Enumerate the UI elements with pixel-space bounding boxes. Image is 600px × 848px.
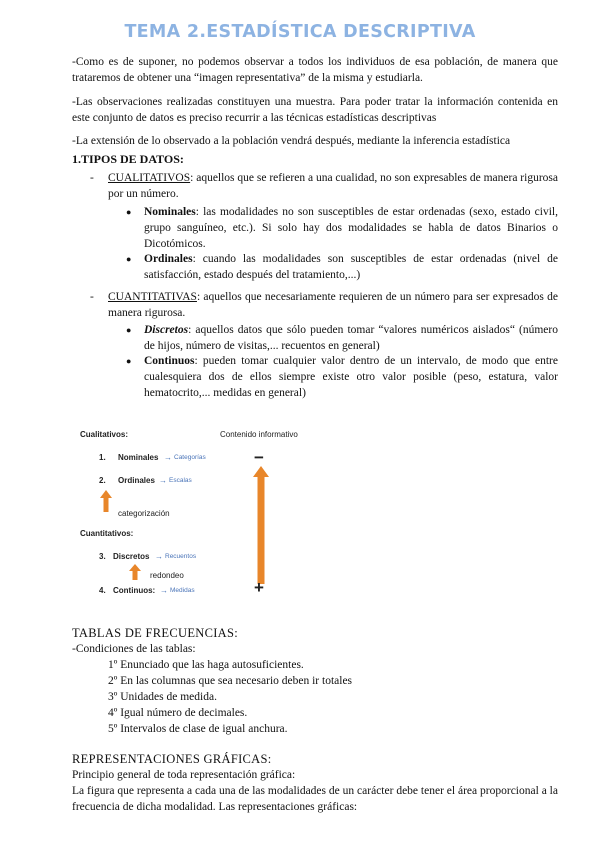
bullet-icon: ●	[126, 254, 132, 264]
cualitativos-text: : aquellos que se refieren a una cualidad, no son expresables de manera rigurosa por un número.	[108, 172, 558, 200]
representaciones-heading: REPRESENTACIONES GRÁFICAS:	[72, 752, 272, 766]
cualitativos-item	[72, 170, 558, 202]
tablas-item: 5º Intervalos de clase de igual anchura.	[108, 723, 288, 735]
plus-sign: +	[254, 578, 264, 597]
representaciones-principle: Principio general de toda representación gráfica:	[72, 769, 296, 781]
ordinales-term: Ordinales	[144, 253, 193, 265]
tablas-intro: -Condiciones de las tablas:	[72, 643, 196, 655]
tablas-item: 2º En las columnas que sea necesario deben ir totales	[108, 675, 353, 687]
cuantitativas-item	[72, 289, 558, 321]
intro-paragraph-1: -Como es de suponer, no podemos observar a todos los individuos de esa población, de manera que trataremos de obtener una “imagen representativa” de la misma y estudiarla.	[72, 56, 558, 84]
cualitativos-term: CUALITATIVOS	[108, 172, 191, 184]
tablas-item: 4º Igual número de decimales.	[108, 707, 248, 719]
bullet-icon: ●	[126, 207, 132, 217]
tablas-section	[72, 625, 558, 737]
item-3-sub: Recuentos	[165, 553, 197, 560]
up-arrow-small-icon	[129, 564, 141, 580]
item-1-num: 1.	[99, 453, 106, 462]
item-2-arrow: →	[159, 476, 167, 485]
tablas-item: 3º Unidades de medida.	[108, 691, 217, 703]
item-2-num: 2.	[99, 476, 106, 485]
continuos-term: Continuos	[144, 355, 195, 367]
bullet-icon: ●	[126, 356, 132, 366]
section-heading-tipos: 1.TIPOS DE DATOS:	[72, 152, 184, 166]
bullet-discretos	[108, 322, 558, 354]
tablas-item: 1º Enunciado que las haga autosuficientes.	[108, 659, 304, 671]
intro-paragraph-3: -La extensión de lo observado a la población vendrá después, mediante la inferencia estadística	[72, 135, 511, 147]
bullet-nominales	[108, 204, 558, 252]
data-types-diagram	[68, 426, 368, 601]
redondeo-label: redondeo	[150, 571, 184, 580]
cuantitativas-term: CUANTITATIVAS	[108, 291, 197, 303]
item-1-sub: Categorías	[174, 454, 206, 461]
nominales-term: Nominales	[144, 206, 196, 218]
bullet-continuos	[108, 353, 558, 401]
dash-marker: -	[90, 291, 94, 303]
intro-paragraph-2: -Las observaciones realizadas constituyen una muestra. Para poder tratar la información contenida en este conjunto de datos es preciso recurrir a las técnicas estadísticas descriptivas	[72, 96, 558, 124]
bullet-ordinales	[108, 251, 558, 283]
representaciones-text: La figura que representa a cada una de las modalidades de un carácter debe tener el área proporcional a la frecuencia de dicha modalidad. Las representaciones gráficas:	[72, 785, 558, 813]
item-4-name: Continuos:	[113, 586, 156, 595]
representaciones-section	[72, 751, 558, 815]
item-4-num: 4.	[99, 586, 106, 595]
discretos-term: Discretos	[144, 324, 189, 336]
item-3-arrow: →	[155, 552, 163, 561]
discretos-text: : aquellos datos que sólo pueden tomar “valores numéricos aislados“ (número de hijos, número de visitas,... recuentos en general)	[144, 324, 558, 352]
tablas-heading: TABLAS DE FRECUENCIAS:	[72, 626, 239, 640]
cuantitativas-text: : aquellos que necesariamente requieren de un número para ser expresados de manera rigurosa.	[108, 291, 558, 319]
item-2-name: Ordinales	[118, 476, 155, 485]
dash-marker: -	[90, 172, 94, 184]
minus-sign: −	[254, 448, 264, 467]
item-1-arrow: →	[164, 453, 172, 462]
item-3-name: Discretos	[113, 552, 150, 561]
ordinales-text: : cuando las modalidades son susceptibles de estar ordenadas (nivel de satisfacción, estado después del tratamiento,...)	[144, 253, 558, 281]
bullet-icon: ●	[126, 325, 132, 335]
item-4-sub: Medidas	[170, 587, 195, 594]
up-arrow-icon	[100, 490, 112, 512]
cuantitativos-label: Cuantitativos:	[80, 529, 134, 538]
cualitativos-label: Cualitativos:	[80, 430, 129, 439]
categorizacion-label: categorización	[118, 509, 170, 518]
nominales-text: : las modalidades no son susceptibles de estar ordenadas (sexo, estado civil, grupo sanguíneo, etc.). Si solo hay dos modalidades se habla de datos Binarios o Dicotómicos.	[144, 206, 558, 250]
long-up-arrow-icon	[253, 466, 269, 584]
continuos-text: : pueden tomar cualquier valor dentro de un intervalo, de modo que entre cualesquiera dos de ellos siempre existe otro valor posible (peso, estatura, valor hematocrito,... medidas en general)	[144, 355, 558, 399]
page-title: TEMA 2.ESTADÍSTICA DESCRIPTIVA	[124, 22, 476, 42]
item-4-arrow: →	[160, 586, 168, 595]
item-2-sub: Escalas	[169, 477, 192, 484]
contenido-informativo-label: Contenido informativo	[220, 430, 298, 439]
item-1-name: Nominales	[118, 453, 159, 462]
item-3-num: 3.	[99, 552, 106, 561]
